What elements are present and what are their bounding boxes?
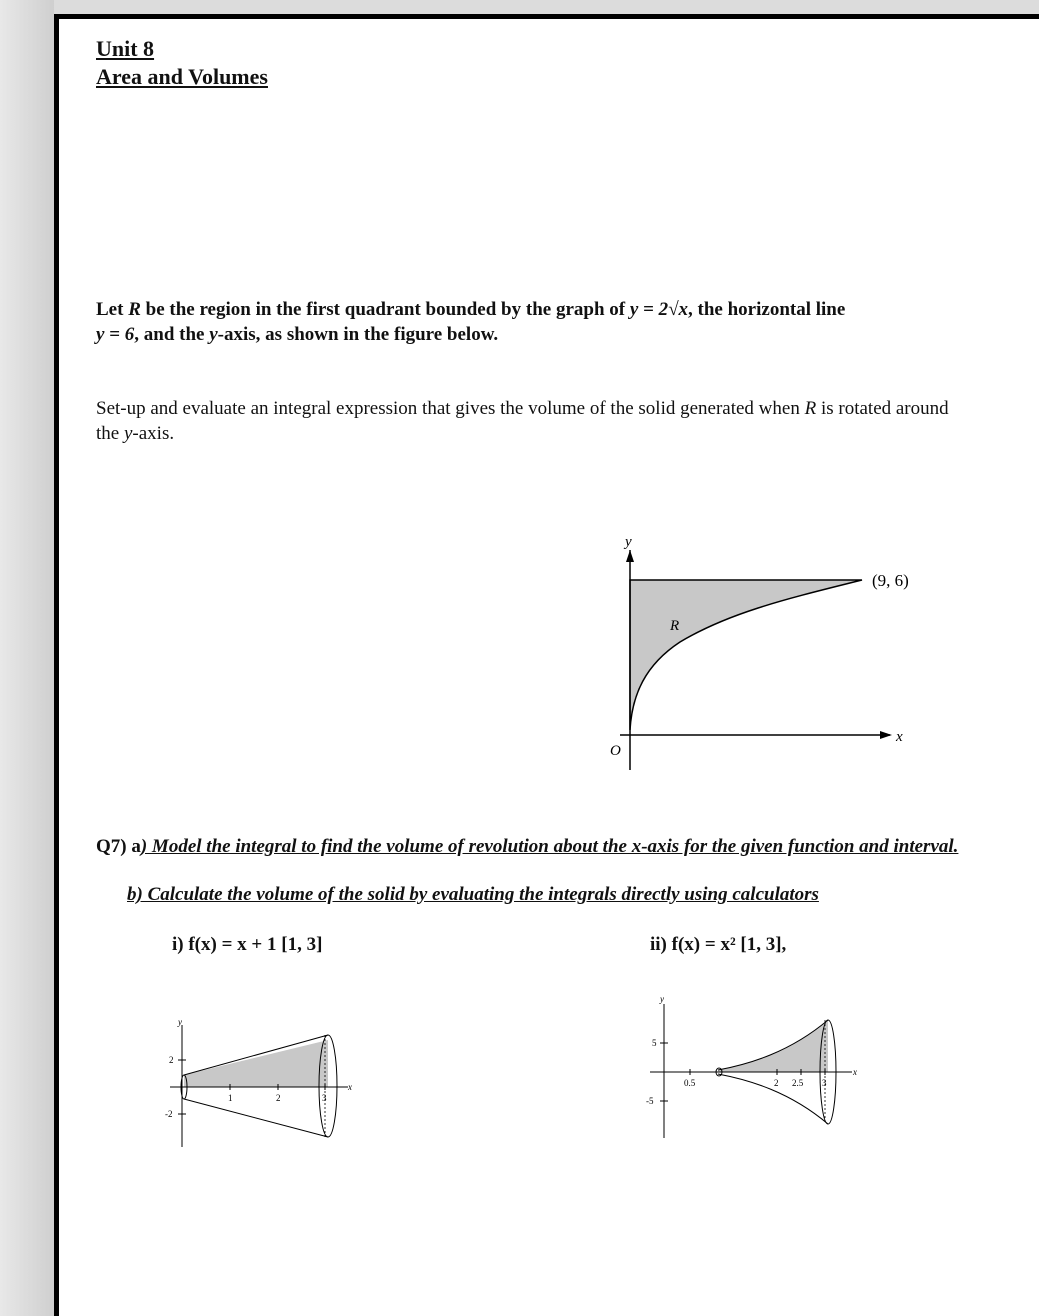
task-statement: Set-up and evaluate an integral expression that gives the volume of the solid generated when R is rotated around the y-axis. — [96, 398, 949, 444]
unit-title: Unit 8 — [96, 36, 155, 61]
svg-text:y: y — [178, 1017, 182, 1027]
svg-text:x: x — [348, 1082, 352, 1092]
problem-statement: Let R be the region in the first quadrant bounded by the graph of y = 2√x, the horizontal line y = 6, and the y-axis, as shown in the figure below. — [96, 299, 846, 345]
y-axis-arrow — [626, 550, 634, 562]
y-axis-label: y — [625, 534, 632, 550]
svg-text:-5: -5 — [646, 1096, 654, 1106]
item-i-function: i) f(x) = x + 1 [1, 3] — [172, 934, 323, 955]
point-label: (9, 6) — [872, 571, 909, 590]
figure-ii-solid — [640, 990, 870, 1140]
page-edge-shadow — [0, 0, 54, 1316]
svg-text:2: 2 — [169, 1055, 174, 1065]
origin-label: O — [610, 743, 621, 759]
x-axis-arrow — [880, 731, 892, 739]
figure-i-region — [184, 1040, 328, 1087]
q7-part-b: b) Calculate the volume of the solid by evaluating the integrals directly using calculators — [127, 884, 819, 905]
topic-title: Area and Volumes — [96, 64, 268, 89]
x-axis-label: x — [896, 729, 903, 745]
svg-text:1: 1 — [228, 1093, 233, 1103]
svg-text:2: 2 — [276, 1093, 281, 1103]
item-ii-function: ii) f(x) = x² [1, 3], — [650, 934, 787, 955]
svg-text:x: x — [853, 1067, 857, 1077]
figure-ii-region — [718, 1020, 828, 1072]
region-r — [630, 580, 862, 730]
svg-text:y: y — [660, 994, 664, 1004]
svg-text:0.5: 0.5 — [684, 1078, 696, 1088]
svg-text:5: 5 — [652, 1038, 657, 1048]
svg-text:2: 2 — [774, 1078, 779, 1088]
svg-text:2.5: 2.5 — [792, 1078, 804, 1088]
svg-text:3: 3 — [322, 1093, 327, 1103]
figure-i-solid — [160, 1015, 360, 1155]
svg-text:-2: -2 — [165, 1109, 173, 1119]
region-figure — [590, 530, 930, 780]
svg-text:3: 3 — [822, 1078, 827, 1088]
region-label: R — [670, 618, 680, 634]
q7-part-a: Q7) a) Model the integral to find the volume of revolution about the x-axis for the given function and interval. — [96, 836, 959, 857]
